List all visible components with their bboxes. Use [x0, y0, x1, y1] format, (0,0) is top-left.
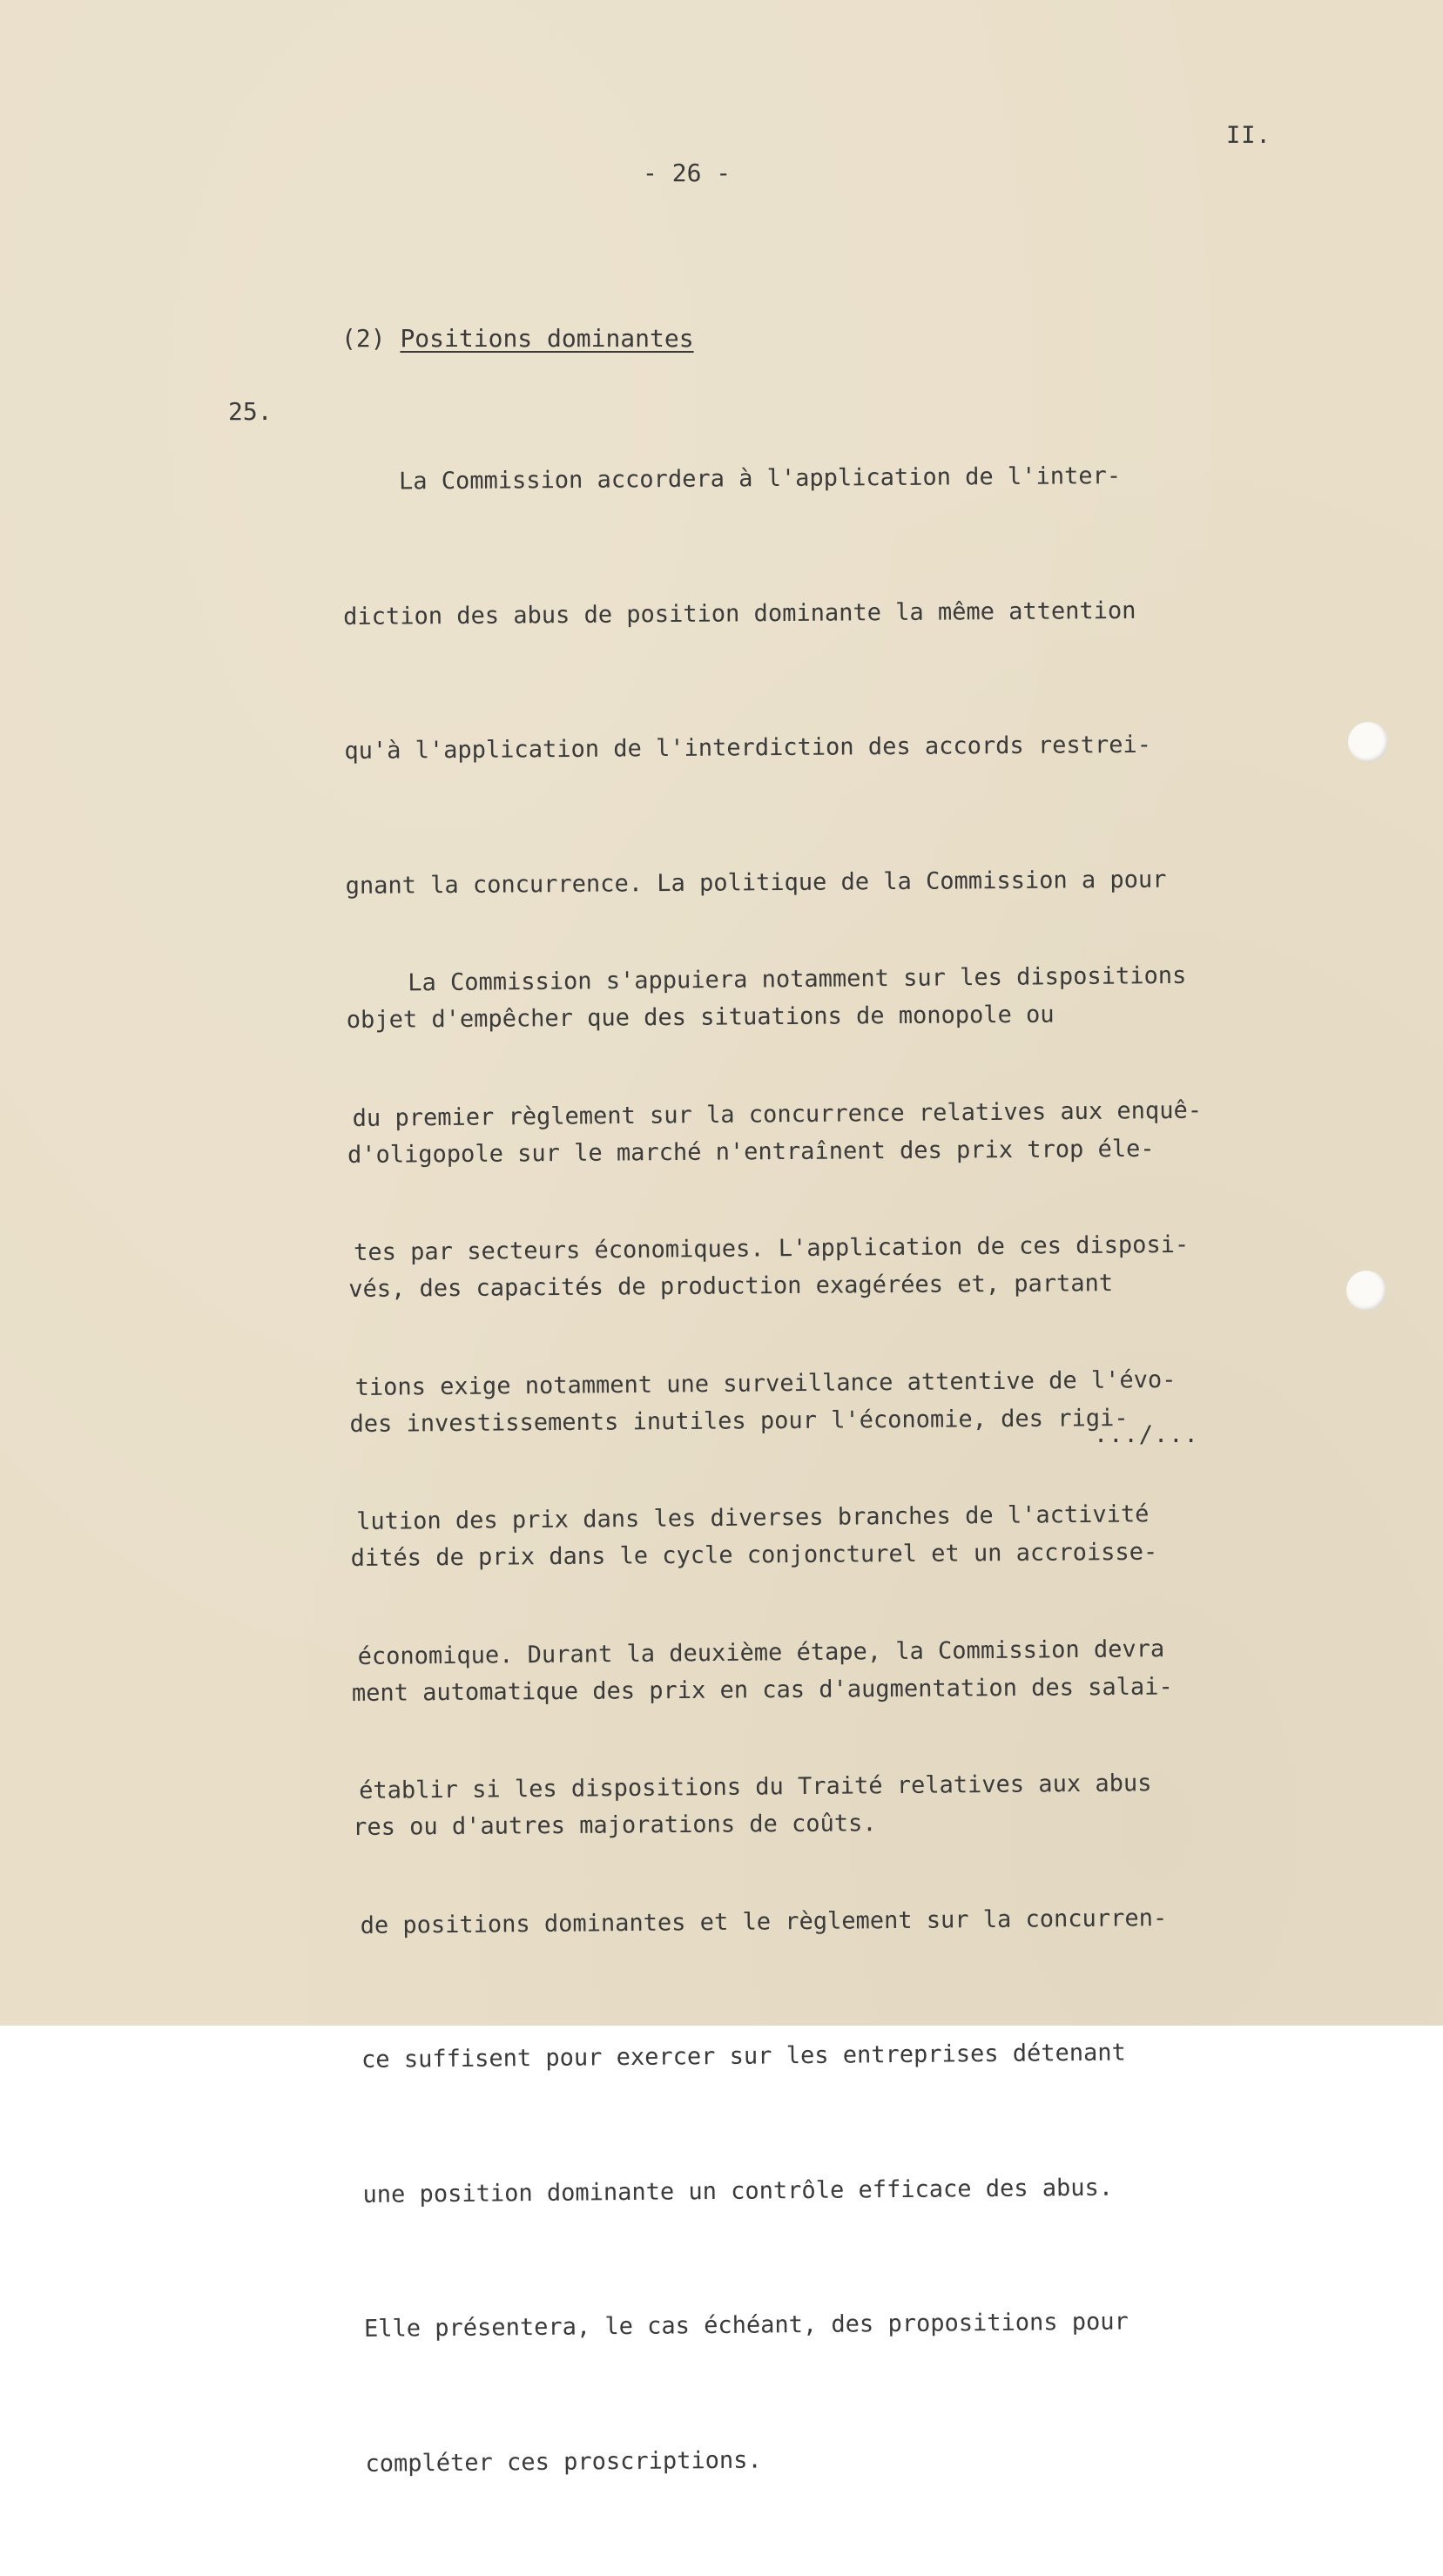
text-line: dités de prix dans le cycle conjoncturel et un accroisse- — [350, 1538, 1158, 1572]
section-heading — [341, 324, 694, 353]
text-line: diction des abus de position dominante la même attention — [343, 597, 1136, 631]
text-line: des investissements inutiles pour l'économie, des rigi- — [349, 1404, 1129, 1438]
paragraph-number: 25. — [228, 397, 273, 426]
text-line: du premier règlement sur la concurrence relatives aux enquê- — [352, 1096, 1203, 1132]
text-line: Elle présentera, le cas échéant, des propositions pour — [363, 2308, 1129, 2343]
continuation-mark: .../... — [1094, 1421, 1199, 1448]
text-line: établir si les dispositions du Traité relatives aux abus — [358, 1770, 1152, 1804]
section-number: (2) — [341, 324, 386, 353]
text-line: compléter ces proscriptions. — [365, 2446, 762, 2478]
scan-edge — [0, 2026, 1443, 2032]
text-line: tes par secteurs économiques. L'application de ces disposi- — [354, 1231, 1190, 1266]
text-line: qu'à l'application de l'interdiction des accords restrei- — [344, 731, 1152, 765]
text-line: res ou d'autres majorations de coûts. — [353, 1810, 877, 1841]
punch-hole — [1348, 722, 1388, 762]
paragraph-2 — [350, 864, 1216, 2576]
text-line: La Commission s'appuiera notamment sur les dispositions — [351, 961, 1187, 997]
text-line: tions exige notamment une surveillance attentive de l'évo- — [354, 1366, 1177, 1401]
text-line: gnant la concurrence. La politique de la Commission a pour — [345, 866, 1167, 900]
page-number: - 26 - — [643, 158, 732, 187]
text-line: ce suffisent pour exercer sur les entreprises détenant — [361, 2039, 1127, 2074]
text-line: La Commission accordera à l'application de l'inter- — [341, 462, 1122, 496]
text-line: ment automatique des prix en cas d'augmentation des salai- — [351, 1673, 1173, 1707]
text-line: objet d'empêcher que des situations de monopole ou — [346, 1001, 1055, 1034]
text-line: vés, des capacités de production exagérées et, partant — [348, 1270, 1114, 1303]
text-line: de positions dominantes et le règlement sur la concurren- — [360, 1904, 1168, 1939]
section-title: Positions dominantes — [400, 324, 694, 353]
text-line: lution des prix dans les diverses branches de l'activité — [356, 1500, 1150, 1535]
text-line: d'oligopole sur le marché n'entraînent des prix trop éle- — [347, 1135, 1155, 1169]
text-line: économique. Durant la deuxième étape, la Commission devra — [357, 1635, 1165, 1670]
punch-hole — [1346, 1271, 1386, 1311]
series-mark: II. — [1226, 122, 1271, 149]
text-line: une position dominante un contrôle efficace des abus. — [362, 2174, 1114, 2208]
